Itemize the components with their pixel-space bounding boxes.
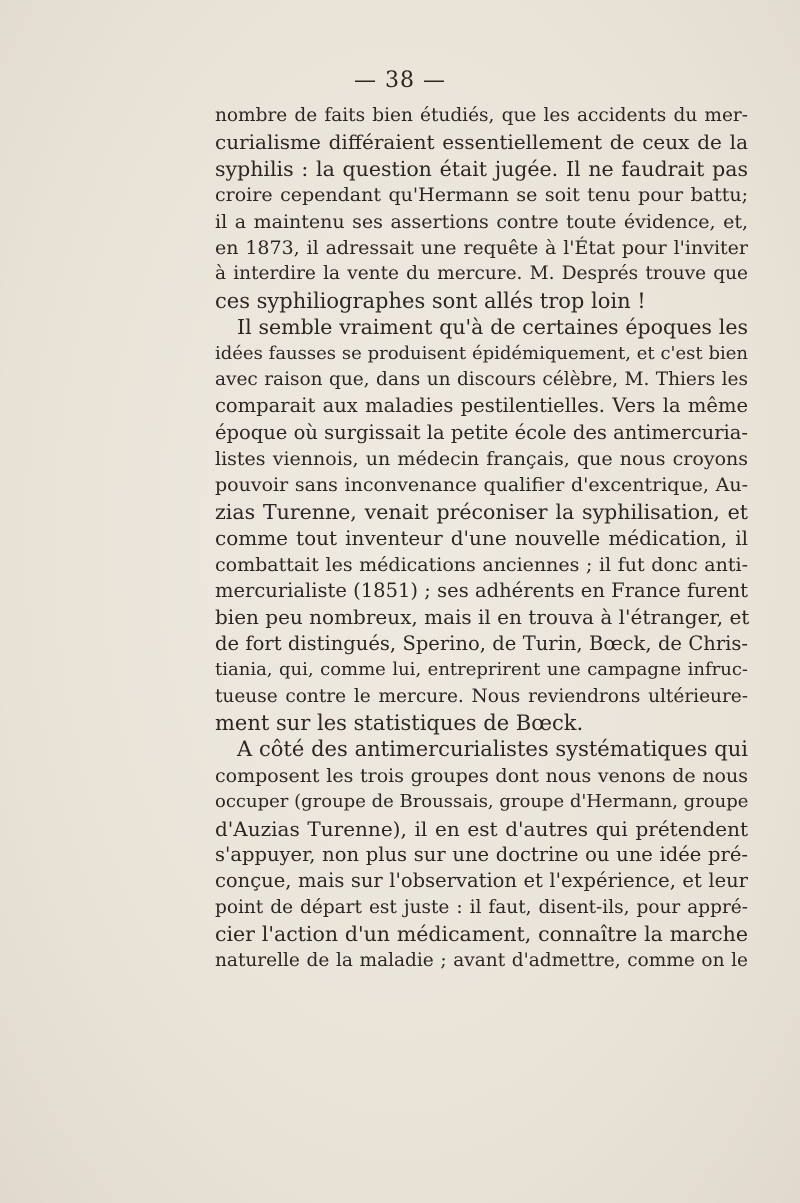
text-line: bien peu nombreux, mais il en trouva à l'étranger, et (215, 605, 750, 630)
body-text (215, 103, 748, 974)
text-line: il a maintenu ses assertions contre toute évidence, et, (215, 210, 748, 233)
text-line: idées fausses se produisent épidémiquement, et c'est bien (215, 342, 748, 364)
text-line: comparait aux maladies pestilentielles. Vers la même (215, 394, 748, 418)
text-line: point de départ est juste : il faut, disent-ils, pour appré- (215, 896, 748, 918)
text-line: occuper (groupe de Broussais, groupe d'Hermann, groupe (215, 791, 749, 813)
text-line: avec raison que, dans un discours célèbre, M. Thiers les (215, 368, 748, 390)
text-line: nombre de faits bien étudiés, que les accidents du mer- (215, 105, 748, 126)
text-line: Il semble vraiment qu'à de certaines époques les (237, 315, 748, 340)
text-line: croire cependant qu'Hermann se soit tenu pour battu; (215, 184, 748, 207)
text-line: époque où surgissait la petite école des antimercuria- (215, 420, 748, 444)
text-line: A côté des antimercurialistes systématiques qui (237, 737, 748, 762)
text-line: naturelle de la maladie ; avant d'admettre, comme on le (215, 949, 748, 971)
text-line: à interdire la vente du mercure. M. Després trouve que (215, 263, 748, 285)
page-number: — 38 — (354, 68, 446, 93)
text-line: tiania, qui, comme lui, entreprirent une campagne infruc- (215, 659, 748, 681)
text-line: cier l'action d'un médicament, connaître la marche (215, 922, 748, 947)
text-line: curialisme différaient essentiellement de ceux de la (215, 130, 748, 155)
text-line: combattait les médications anciennes ; il fut donc anti- (215, 553, 748, 576)
text-line: d'Auzias Turenne), il en est d'autres qui prétendent (215, 816, 748, 841)
text-line: mercurialiste (1851) ; ses adhérents en France furent (215, 579, 748, 603)
text-line: zias Turenne, venait préconiser la syphilisation, et (215, 499, 748, 524)
text-line: en 1873, il adressait une requête à l'État pour l'inviter (215, 236, 748, 259)
text-line: listes viennois, un médecin français, que nous croyons (215, 448, 748, 471)
text-line: de fort distingués, Sperino, de Turin, Bœck, de Chris- (215, 631, 748, 655)
text-line: pouvoir sans inconvenance qualifier d'excentrique, Au- (215, 474, 748, 497)
text-line: syphilis : la question était jugée. Il ne faudrait pas (215, 156, 748, 181)
text-line: ces syphiliographes sont allés trop loin ! (215, 288, 646, 313)
text-line: conçue, mais sur l'observation et l'expérience, et leur (215, 869, 748, 893)
text-line: s'appuyer, non plus sur une doctrine ou une idée pré- (215, 842, 748, 866)
text-line: comme tout inventeur d'une nouvelle médication, il (215, 526, 748, 551)
text-line: composent les trois groupes dont nous venons de nous (215, 764, 748, 787)
text-line: ment sur les statistiques de Bœck. (215, 710, 584, 735)
text-line: tueuse contre le mercure. Nous reviendrons ultérieure- (215, 685, 748, 707)
